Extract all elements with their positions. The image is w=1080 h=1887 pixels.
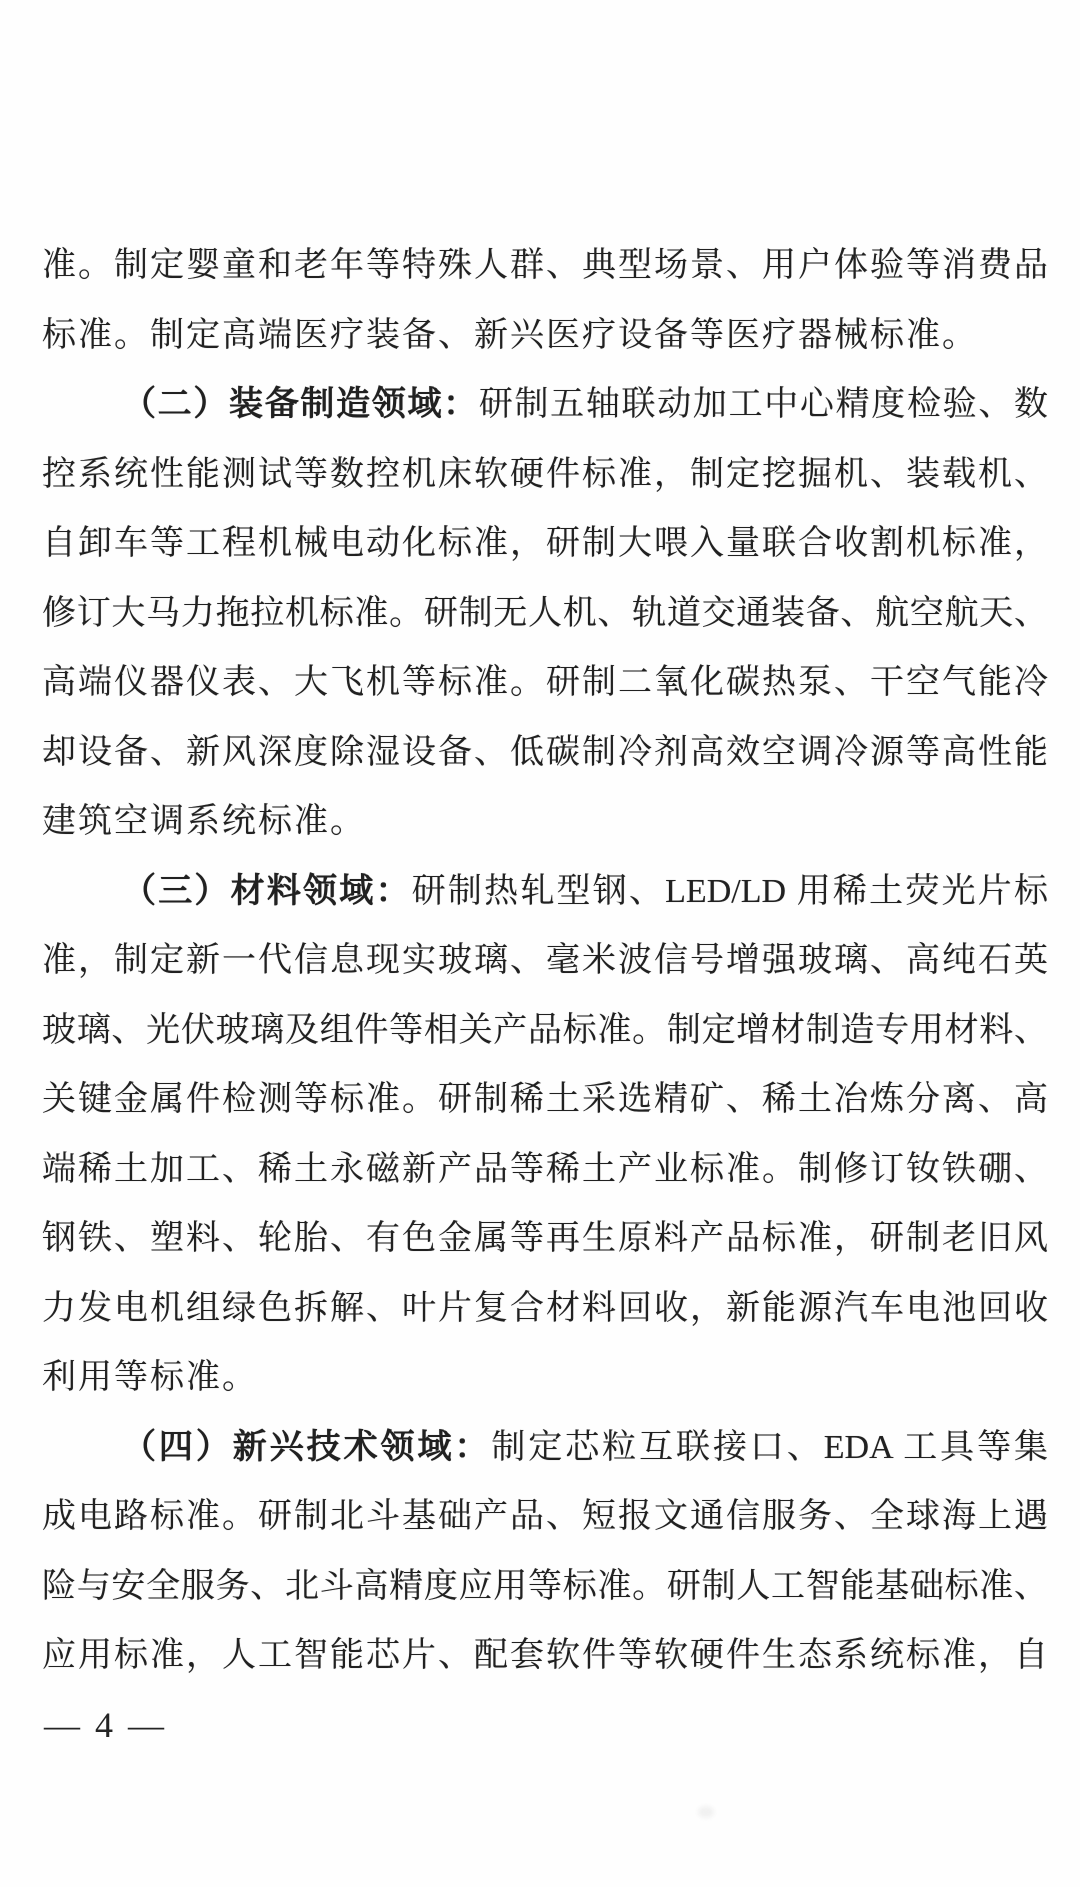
body-text: 研制热轧型钢、LED/LD 用稀土荧光片标	[411, 872, 1048, 910]
text-line	[42, 1552, 1048, 1622]
body-text: 却设备、新风深度除湿设备、低碳制冷剂高效空调冷源等高性能	[42, 733, 1048, 771]
body-text: 钢铁、塑料、轮胎、有色金属等再生原料产品标准，研制老旧风	[42, 1220, 1048, 1257]
text-line	[42, 1621, 1048, 1691]
page-number: — 4 —	[44, 1705, 167, 1745]
text-line	[42, 926, 1048, 996]
text-line	[42, 1065, 1048, 1135]
body-text: 玻璃、光伏玻璃及组件等相关产品标准。制定增材制造专用材料、	[42, 1011, 1048, 1049]
body-text: 自卸车等工程机械电动化标准，研制大喂入量联合收割机标准，	[42, 525, 1048, 562]
body-text: 关键金属件检测等标准。研制稀土采选精矿、稀土冶炼分离、高	[42, 1081, 1048, 1118]
body-text: 制定芯粒互联接口、EDA 工具等集	[491, 1428, 1049, 1466]
body-text: 成电路标准。研制北斗基础产品、短报文通信服务、全球海上遇	[42, 1498, 1048, 1535]
body-text: 建筑空调系统标准。	[42, 803, 366, 840]
body-text: 准。制定婴童和老年等特殊人群、典型场景、用户体验等消费品	[42, 247, 1048, 284]
body-text: 高端仪器仪表、大飞机等标准。研制二氧化碳热泵、干空气能冷	[42, 664, 1048, 701]
text-line	[42, 1343, 1048, 1413]
text-line	[42, 231, 1048, 301]
text-line	[42, 579, 1048, 649]
body-text: 应用标准，人工智能芯片、配套软件等软硬件生态系统标准，自	[42, 1637, 1048, 1674]
text-line	[42, 1135, 1048, 1205]
text-line	[42, 787, 1048, 857]
text-line	[42, 440, 1048, 510]
body-text: 控系统性能测试等数控机床软硬件标准，制定挖掘机、装载机、	[42, 455, 1048, 493]
body-text: 修订大马力拖拉机标准。研制无人机、轨道交通装备、航空航天、	[42, 594, 1048, 632]
text-line	[42, 648, 1048, 718]
section-heading: （四）新兴技术领域：	[122, 1428, 492, 1466]
document-body	[42, 231, 1048, 1691]
text-line	[42, 718, 1048, 788]
scan-smudge	[698, 1806, 714, 1818]
text-line	[42, 301, 1048, 371]
body-text: 利用等标准。	[42, 1359, 258, 1396]
body-text: 研制五轴联动加工中心精度检验、数	[478, 386, 1049, 423]
section-heading: （二）装备制造领域：	[122, 386, 479, 423]
text-line	[42, 1204, 1048, 1274]
text-line	[42, 1482, 1048, 1552]
text-line	[42, 857, 1048, 927]
section-heading: （三）材料领域：	[122, 872, 412, 910]
text-line	[42, 1413, 1048, 1483]
body-text: 标准。制定高端医疗装备、新兴医疗设备等医疗器械标准。	[42, 316, 978, 354]
text-line	[42, 996, 1048, 1066]
body-text: 端稀土加工、稀土永磁新产品等稀土产业标准。制修订钕铁硼、	[42, 1150, 1048, 1188]
body-text: 险与安全服务、北斗高精度应用等标准。研制人工智能基础标准、	[42, 1567, 1048, 1605]
body-text: 力发电机组绿色拆解、叶片复合材料回收，新能源汽车电池回收	[42, 1289, 1048, 1327]
text-line	[42, 370, 1048, 440]
body-text: 准，制定新一代信息现实玻璃、毫米波信号增强玻璃、高纯石英	[42, 942, 1048, 979]
text-line	[42, 1274, 1048, 1344]
text-line	[42, 509, 1048, 579]
